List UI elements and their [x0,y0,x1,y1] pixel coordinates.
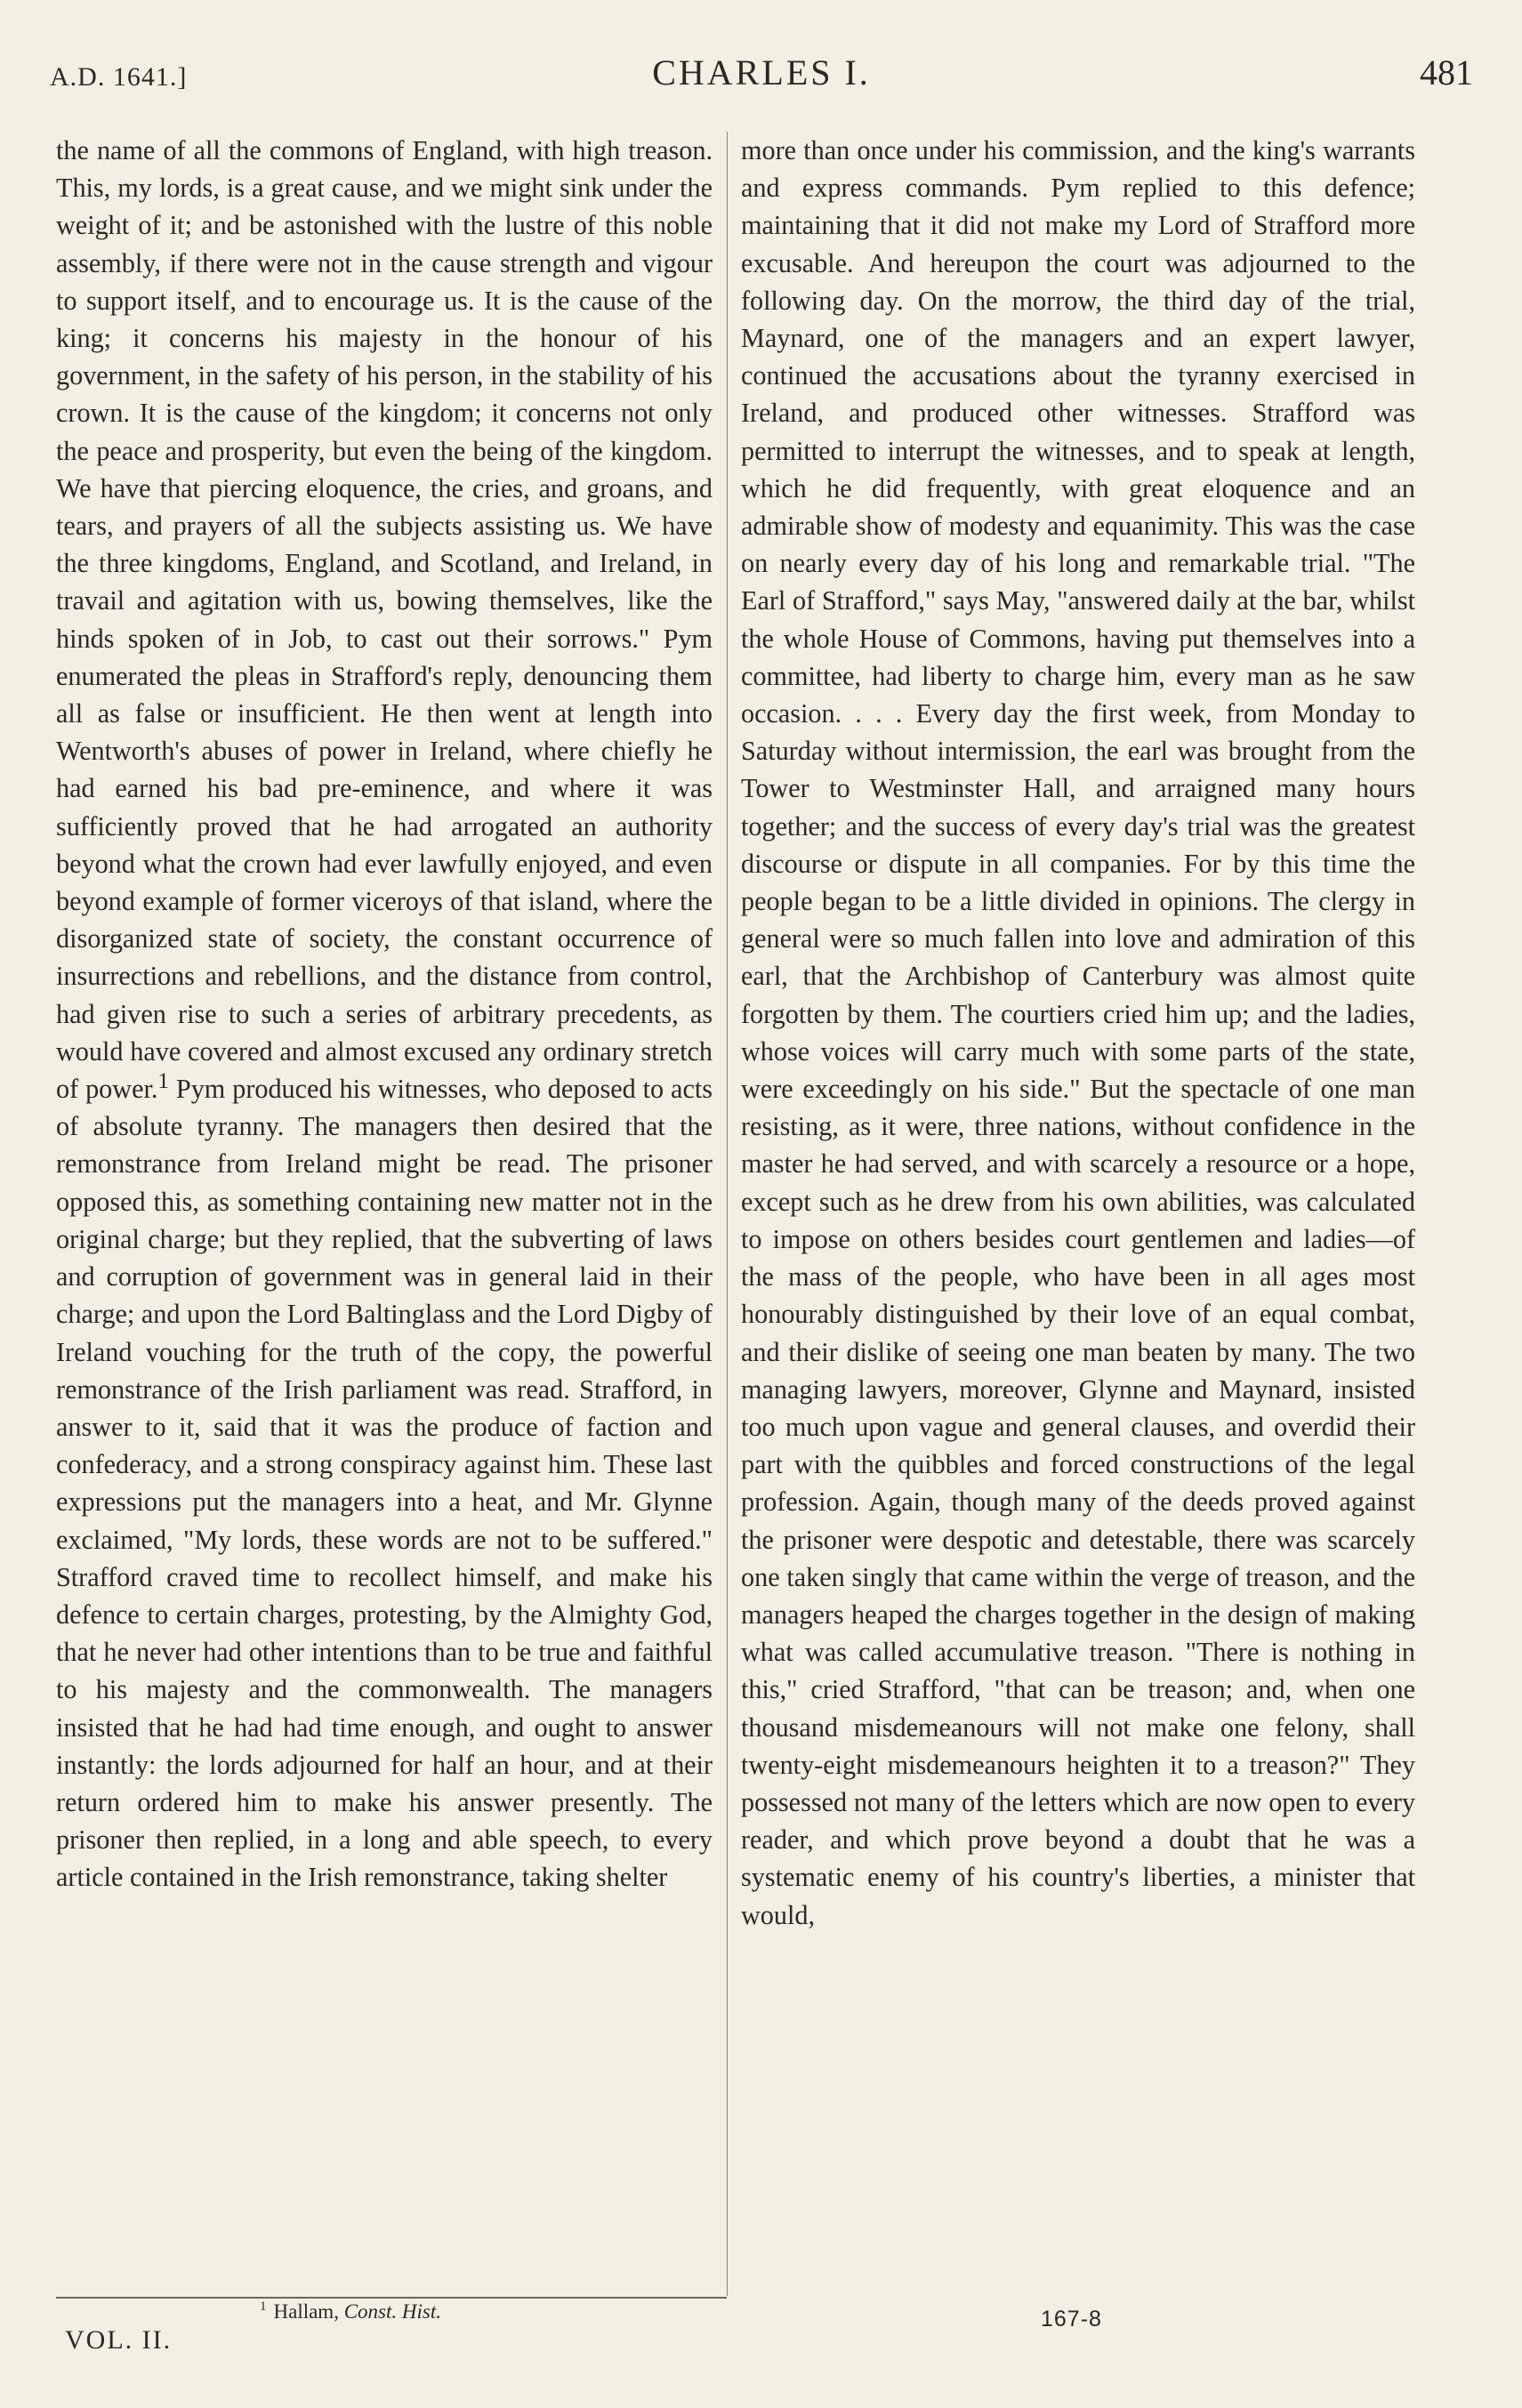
column-divider [727,132,728,2296]
footnote-reference: 1 [157,1069,169,1094]
left-column [56,132,713,1897]
running-head-title: CHARLES I. [652,52,871,93]
footnote-work: Const. Hist. [343,2300,441,2323]
right-column [741,132,1415,1934]
left-column-text: the name of all the commons of England, with high treason. This, my lords, is a great cause, and we might sink under the weight of it; and be astonished with the lustre of this noble assembly, if there were not in the cause strength and vigour to support itself, and to encourage us. It is the cause of the king; it concerns his majesty in the honour of his government, in the safety of his person, in the stability of his crown. It is the cause of the kingdom; it concerns not only the peace and prosperity, but even the being of the kingdom. We have that piercing eloquence, the cries, and groans, and tears, and prayers of all the subjects assisting us. We have the three kingdoms, England, and Scotland, and Ireland, in travail and agitation with us, bowing themselves, like the hinds spoken of in Job, to cast out their sorrows." Pym enumerated the pleas in Strafford's reply, denouncing them all as false or insufficient. He then went at length into Wentworth's abuses of power in Ireland, where chiefly he had earned his bad pre-eminence, and where it was sufficiently proved that he had arrogated an authority beyond what the crown had ever lawfully enjoyed, and even beyond example of former viceroys of that island, where the disorganized state of society, the constant occurrence of insurrections and rebellions, and the distance from control, had given rise to such a series of arbitrary precedents, as would have covered and almost excused any ordinary stretch of power. [56,135,713,1105]
footnote-author: Hallam, [273,2300,339,2323]
running-head [50,52,1473,105]
page-number: 481 [1420,52,1473,93]
volume-label: VOL. II. [65,2325,173,2355]
right-column-paragraph: more than once under his commission, and the king's warrants and express commands. Pym replied to this defence; maintaining that it did not make my Lord of Strafford more excusable. And hereupon the court was adjourned to the following day. On the morrow, the third day of the trial, Maynard, one of the managers and an expert lawyer, continued the accusations about the tyranny exercised in Ireland, and produced other witnesses. Strafford was permitted to interrupt the witnesses, and to speak at length, which he did frequently, with great eloquence and an admirable show of modesty and equanimity. This was the case on nearly every day of his long and remarkable trial. "The Earl of Strafford," says May, "answered daily at the bar, whilst the whole House of Commons, having put themselves into a committee, had liberty to charge him, every man as he saw occasion. . . . Every day the first week, from Monday to Saturday without intermission, the earl was brought from the Tower to Westminster Hall, and arraigned many hours together; and the success of every day's trial was the greatest discourse or dispute in all companies. For by this time the people began to be a little divided in opinions. The clergy in general were so much fallen into love and admiration of this earl, that the Archbishop of Canterbury was almost quite forgotten by them. The courtiers cried him up; and the ladies, whose voices will carry much with some parts of the state, were exceedingly on his side." But the spectacle of one man resisting, as it were, three nations, without confidence in the master he had served, and with scarcely a resource or a hope, except such as he drew from his own abilities, was calculated to impose on others besides court gentlemen and ladies—of the mass of the people, who have been in all ages most honourably distinguished by their love of an equal combat, and their dislike of seeing one man beaten by many. The two managing lawyers, moreover, Glynne and Maynard, insisted too much upon vague and general clauses, and overdid their part with the quibbles and forced constructions of the legal profession. Again, though many of the deeds proved against the prisoner were despotic and detestable, there was scarcely one taken singly that came within the verge of treason, and the managers heaped the charges together in the design of making what was called accumulative treason. "There is nothing in this," cried Strafford, "that can be treason; and, when one thousand misdemeanours will not make one felony, shall twenty-eight misdemeanours heighten it to a treason?" They possessed not many of the letters which are now open to every reader, and which prove beyond a doubt that he was a systematic enemy of his country's liberties, a minister that would, [741,135,1415,1930]
left-column-text-continued: Pym produced his witnesses, who deposed to acts of absolute tyranny. The managers then desired that the remonstrance from Ireland might be read. The prisoner opposed this, as something containing new matter not in the original charge; but they replied, that the subverting of laws and corruption of government was in general laid in their charge; and upon the Lord Baltinglass and the Lord Digby of Ireland vouching for the truth of the copy, the powerful remonstrance of the Irish parliament was read. Strafford, in answer to it, said that it was the produce of faction and confederacy, and a strong conspiracy against him. These last expressions put the managers into a heat, and Mr. Glynne exclaimed, "My lords, these words are not to be suffered." Strafford craved time to recollect himself, and make his defence to certain charges, protesting, by the Almighty God, that he never had other intentions than to be true and faithful to his majesty and the commonwealth. The managers insisted that he had had time enough, and ought to answer instantly: the lords adjourned for half an hour, and at their return ordered him to make his answer presently. The prisoner then replied, in a long and able speech, to every article contained in the Irish remonstrance, taking shelter [56,1074,713,1893]
footnote [260,2297,441,2327]
running-head-date: A.D. 1641.] [50,62,188,92]
footnote-marker: 1 [260,2299,267,2315]
left-column-paragraph [56,132,713,1897]
signature-mark: 167-8 [1041,2307,1102,2331]
